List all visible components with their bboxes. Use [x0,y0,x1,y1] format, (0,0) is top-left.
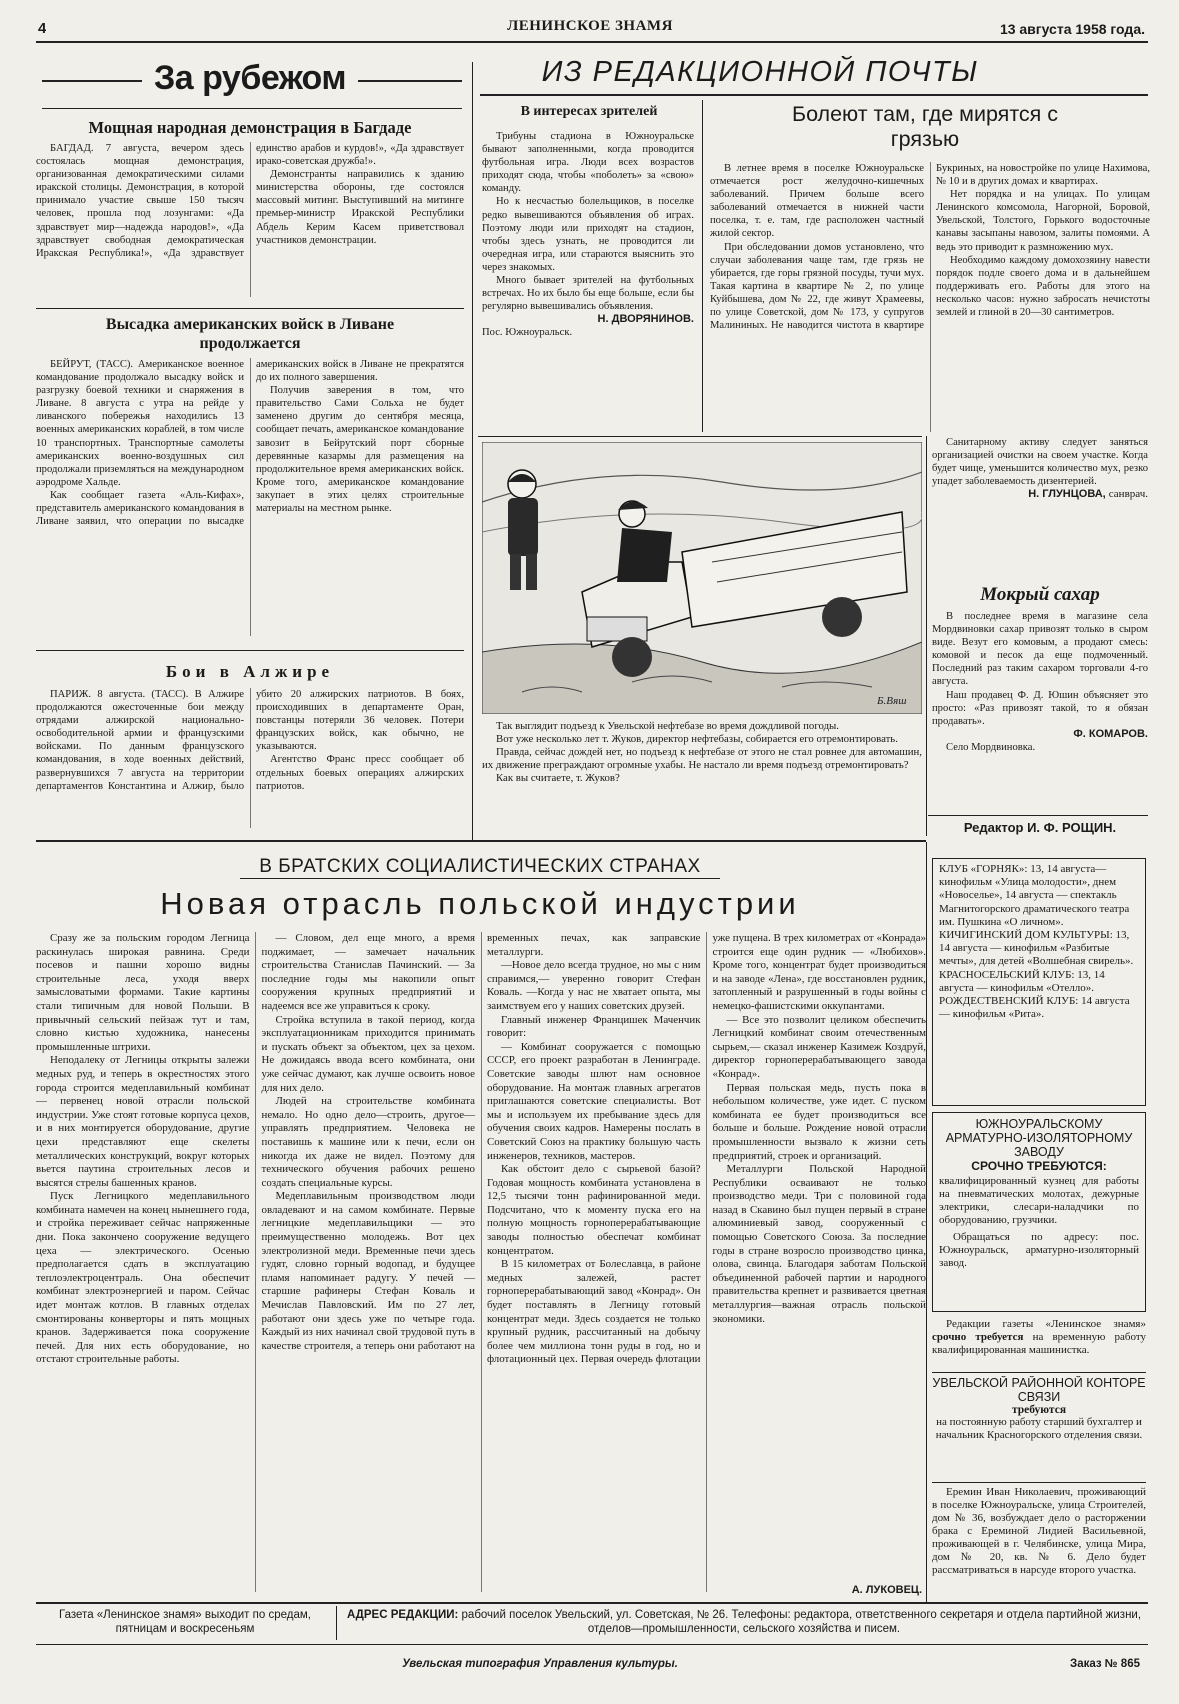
article-dirt-part2: Санитарному активу следует заняться организацией очистки на своем участке. Когда будет чище, уменьшится количество мух, резко упадет заболеваемость дизентерией. Н. ГЛУНЦОВА, санврач. [932,437,1148,501]
cartoon-truck-in-mud [482,442,922,714]
issue-date: 13 августа 1958 года. [999,21,1145,37]
socialist-section-title: В БРАТСКИХ СОЦИАЛИСТИЧЕСКИХ СТРАНАХ [259,856,701,877]
divorce-notice: Еремин Иван Николаевич, проживающий в поселке Южноуральске, улица Строителей, дом № 36, возбуждает дело о расторжении брака с Ереминой Лидией Васильевной, проживающей в г. Челябинске, улица Мира, дом № 20, кв. № 6. Дело будет рассматриваться в нарсуде второго участка. [932,1486,1146,1576]
newspaper-title: ЛЕНИНСКОЕ ЗНАМЯ [507,18,673,34]
publication-schedule: Газета «Ленинское знамя» выходит по средам, пятницам и воскресеньям [59,1609,311,1635]
club-krasnoselsky: КРАСНОСЕЛЬСКИЙ КЛУБ: 13, 14 августа — кинофильм «Отелло». [939,968,1105,994]
clubs-ad [932,858,1146,1106]
place-mordvinovka: Село Мордвиновка. [946,741,1036,753]
signature-komarov: Ф. КОМАРОВ. [1073,727,1148,740]
article-sugar: В последнее время в магазине села Мордвиновки сахар привозят только в сыром виде. Везут его комовым, а продают смесь: комовой и песок да еще подмоченный. Последний раз таким сахаром торговали 4-го августа. Наш продавец Ф. Д. Юшин объясняет это просто: «Раз привозят такой, то я обязан продавать». Ф. КОМАРОВ. Село Мордвиновка. [932,611,1148,753]
abroad-section-title: За рубежом [153,59,347,97]
club-rozhdestvensky: РОЖДЕСТВЕНСКИЙ КЛУБ: 14 августа — кинофильм «Рита». [939,995,1130,1021]
factory-ad-title: ЮЖНОУРАЛЬСКОМУ АРМАТУРНО-ИЗОЛЯТОРНОМУ ЗАВОДУ [945,1117,1133,1159]
factory-ad-subtitle: СРОЧНО ТРЕБУЮТСЯ: [971,1159,1107,1173]
club-kichigino: КИЧИГИНСКИЙ ДОМ КУЛЬТУРЫ: 13, 14 августа — кинофильм «Разбитые мечты», для детей «Волшебная свирель». [939,929,1134,968]
article-algeria: ПАРИЖ. 8 августа. (ТАСС). В Алжире продолжаются ожесточенные бои между отрядами алжирской национально-освободительной армии и французскими войсками. По данным французского командования, в ходе военных действий, развернувшихся 7 августа на территории департаментов Константина и Алжир, было убито 20 алжирских патриотов. В боях, происходивших в департаменте Оран, повстанцы потеряли 36 человек. Потери французских войск, как обычно, не указываются. Агентство Франс пресс сообщает об отдельных боевых операциях алжирских патриотов. [36,689,464,792]
article-viewers: Трибуны стадиона в Южноуральске бывают заполненными, когда проводится футбольная игра. Люди всех возрастов приходят сюда, чтобы «поболеть» за «свою» команду. Но к несчастью болельщиков, в поселке редко вывешиваются объявления об играх. Поэтому люди или приходят на стадион, чтобы здесь узнать, не проводится ли очередная игра, или стараются выяснить это через знакомых. Много бывает зрителей на футбольных встречах. Но их было бы еще больше, если бы регулярно вывешивались объявления. Н. ДВОРЯНИНОВ. Пос. Южноуральск. [482,131,694,339]
article-poland: Сразу же за польским городом Легница раскинулась широкая равнина. Среди посевов и пашни хорошо видны строительные леса, уходя вверх замысловатыми формами. Такие картины стали типичным для новой Польши. В привычный сельский пейзаж тут и там, словно кистью художника, нанесены промышленные штрихи. Неподалеку от Легницы открыты залежи медных руд, и теперь в окрестностях этого города строится медеплавильный комбинат — первенец новой отрасли польской индустрии. Уже стоят готовые корпуса цехов, и в них монтируется оборудование, другие цехи представляют еще скелеты металлических конструкций, вокруг которых вьется паутина строительных лесов и высятся стрелы башенных кранов. Пуск Легницкого медеплавильного комбината намечен на конец нынешнего года, и стройка переживает сейчас напряженные дни. Пока закончено сооружение ведущего цеха — электрического. Осенью предполагается сдать в эксплуатацию теплоэлектроцентраль. Она обеспечит комбинат электроэнергией и паром. Сейчас идет монтаж котлов. В главных отделах смонтированы конверторы и пять мощных кранов. Задерживается пока сооружение печей. Для них есть оборудование, но отстают строительные работы. — Словом, дел еще много, а время поджимает, — замечает начальник строительства Станислав Пачинский. — За последние годы мы накопили опыт сооружения крупных предприятий и надеемся все же управиться к сроку. Стройка вступила в такой период, когда эксплуатационникам приходится принимать и пускать объект за объектом, цех за цехом. Не дожидаясь ввода всего комбината, они уже сейчас думают, как лучше освоить новое для них дело. Людей на строительстве комбината немало. Но одно дело—строить, другое—управлять предприятием. Человека не поставишь к машине или к печи, если он никогда их даже не видел. Поэтому для технического обучения рабочих решено создать специальные курсы. Медеплавильным производством люди овладевают и на самом комбинате. Первые легницкие медеплавильщики — это преимущественно молодежь. Вот цех электролизной меди. Временные печи здесь гудят, словно горный водопад, и будущее пламя напоминает радугу. У печей — старшие рафинеры Стефан Коваль и Мечислав Павловский. Им по 27 лет, работают они здесь уже по четыре года. Каждый из них начинал свой трудовой путь в качестве строителя, а теперь они работают на временных печах, как заправские металлурги. —Новое дело всегда трудное, но мы с ним справимся,— уверенно говорит Стефан Коваль. —Когда у нас не хватает опыта, мы заимствуем его у наших советских друзей. Главный инженер Францишек Маченчик говорит: — Комбинат сооружается с помощью СССР, его проект разработан в Ленинграде. Советские заводы шлют нам основное оборудование. На монтаж главных агрегатов приглашаются советские специалисты. Вот мы и используем их пребывание здесь для обучения своих кадров. Намерены послать в Советский Союз на практику большую часть инженеров, техников, мастеров. Как обстоит дело с сырьевой базой? Годовая мощность комбината установлена в 12,5 тысячи тонн рафинированной меди. Подсчитано, что к моменту пуска его на полную мощность горноперерабатывающие заводы полностью обеспечат комбинат концентратом. В 15 километрах от Болеславца, в районе медных залежей, растет горноперерабатывающий завод «Конрад». Он будет поставлять в Легницу готовый концентрат меди. Здесь создается не только крупный рудник, рассчитанный на добычу более чем миллиона тонн руды в год, но и флотационный цех. Первая очередь флотации уже пущена. В трех километрах от «Конрада» строится еще один рудник — «Любихов». Кроме того, концентрат будет производиться и на заводе «Лена», где восстановлен рудник, затопленный и разрушенный в годы войны с немецко-фашистскими оккупантами. — Все это позволит целиком обеспечить Легницкий комбинат своим отечественным сырьем,— сказал инженер Казимеж Коздруй, директор горноперерабатывающего завода «Конрад». Первая польская медь, пусть пока в небольшом количестве, уже идет. С пуском комбината ее будет производиться все больше и больше. Рождение новой отрасли промышленности вызвало к жизни сеть предприятий, строек и организаций. Металлурги Польской Народной Республики осваивают не только производство меди. Три с половиной года назад в Скавино был пущен первый в стране алюминиевый завод, сооруженный с помощью Советского Союза. За последние годы в стране возросло производство цинка, олова, свинца. Благодаря заботам Польской объединенной рабочей партии и народного правительства крепнет и развивается цветная металлургия—важная отрасль польской экономики. [36,932,926,1366]
order-number: Заказ № 865 [1069,1658,1140,1670]
place-yuzhnouralsk: Пос. Южноуральск. [482,327,573,339]
article-title-sugar: Мокрый сахар [980,584,1100,605]
post-ad-body: на постоянную работу старший бухгалтер и начальник Красногорского отделения связи. [935,1416,1143,1441]
article-title-lebanon: Высадка американских войск в Ливане продолжается [105,316,395,352]
article-dirt-part1: В летнее время в поселке Южноуральске отмечается рост желудочно-кишечных заболеваний. Причем больше всего заболеваний отмечается в нижней части поселка, т. е. там, где расположен частный жилой сектор. При обследовании домов установлено, что случаи заболевания чаще там, где грязь не убирается, где горы грязной посуды, тучи мух. Такая картина в квартире № 2, по улице Куйбышева, дом № 22, где живут Храмеевы, по улице Советской, дом № 173, у супругов Малининых. Не наводится чистота в квартире Букриных, на новостройке по улице Нахимова, № 10 и в других домах и квартирах. Нет порядка и на улицах. По улицам Ленинского комсомола, Нагорной, Боровой, Увельской, Толстого, Горького водосточные канавы засыпаны навозом, залиты помоями. А ведь это приводит к размножению мух. Необходимо каждому домохозяину навести порядок подле своего дома и в дальнейшем поддерживать его. Работы для этого на несколько часов: нужно забросать нечистоты землей и глиной в 20—30 сантиметров. [710,163,1150,332]
editorial-address: АДРЕС РЕДАКЦИИ: рабочий поселок Увельский, ул. Советская, № 26. Телефоны: редактора, ответственного секретаря и отдела партийной жизни, отделов—промышленности, сельского хозяйства и писем. [346,1609,1142,1635]
post-ad-title: УВЕЛЬСКОЙ РАЙОННОЙ КОНТОРЕ СВЯЗИ [932,1376,1146,1404]
article-title-baghdad: Мощная народная демонстрация в Багдаде [88,118,412,137]
mail-section-title: ИЗ РЕДАКЦИОННОЙ ПОЧТЫ [541,56,979,88]
signature-gluntsova: Н. ГЛУНЦОВА, санврач. [1028,488,1148,501]
article-title-algeria: Бои в Алжире [165,662,335,681]
article-title-dirt: Болеют там, где мирятся с грязью [791,102,1059,151]
factory-ad [932,1112,1146,1312]
typist-ad: Редакции газеты «Ленинское знамя» срочно требуется на временную работу квалифицированная машинистка. [932,1318,1146,1356]
page-number: 4 [38,20,47,37]
signature-lukovets: А. ЛУКОВЕЦ. [851,1584,922,1596]
editor-line: Редактор И. Ф. РОЩИН. [963,820,1117,835]
post-ad-subtitle: требуются [1011,1404,1067,1416]
signature-dvoryaninov: Н. ДВОРЯНИНОВ. [597,313,694,326]
cartoon-artist-mark: Б.Вяш [877,695,907,707]
post-office-ad [932,1376,1146,1480]
printer-line: Увельская типография Управления культуры. [402,1658,678,1670]
factory-ad-body: квалифицированный кузнец для работы на пневматических молотах, дежурные электрики, слесари-наладчики по оборудованию, грузчики. [939,1175,1139,1226]
article-title-poland: Новая отрасль польской индустрии [160,886,800,921]
cartoon-caption: Так выглядит подъезд к Увельской нефтебазе во время дождливой погоды. Вот уже несколько лет т. Жуков, директор нефтебазы, собирается его отремонтировать. Правда, сейчас дождей нет, но подъезд к нефтебазе от этого не стал ровнее для автомашин, их движение преграждают огромные ухабы. Не настало ли время подъезд отремонтировать? Как вы считаете, т. Жуков? [482,720,922,784]
factory-ad-address: Обращаться по адресу: пос. Южноуральск, арматурно-изоляторный завод. [939,1231,1139,1269]
article-baghdad: БАГДАД. 7 августа, вечером здесь состоялась мощная демонстрация, организованная демократическими силами иракской столицы. Демонстрация, в которой принимало участие свыше 150 тысяч человек, прошла под лозунгами: «Да здравствует мир—надежда народов!», «Да здравствует свободная демократическая Иракская Республика!», «Да здравствует единство арабов и курдов!», «Да здравствует ирако-советская дружба!». Демонстранты направились к зданию министерства обороны, где состоялся массовый митинг. Выступивший на митинге премьер-министр Иракской Республики Абдель Керим Касем приветствовал участников демонстрации. [36,143,464,259]
article-lebanon: БЕЙРУТ, (ТАСС). Американское военное командование продолжало высадку войск и разгрузку боевой техники и снаряжения в Ливане. 8 августа с утра на рейде у ливанского побережья находились 13 военных американских кораблей, в том числе 10 транспортных. Транспортные самолеты американских военно-воздушных сил продолжали приземляться на международном аэродроме Хальде. Как сообщает газета «Аль-Кифах», представитель американского командования в Ливане заявил, что операции по высадке американских войск в Ливане не прекратятся до их полного завершения. Получив заверения в том, что правительство Сами Сольха не будет заменено другим до сентября месяца, сообщает печать, американское командование завозит в Бейрутский порт сборные деревянные казармы для размещения на продолжительное время американских войск. Кроме того, американское командование закупает в этих целях строительные материалы на местном рынке. [36,359,464,528]
article-title-viewers: В интересах зрителей [520,104,658,119]
club-gornyak: КЛУБ «ГОРНЯК»: 13, 14 августа— кинофильм «Улица молодости», днем «Новоселье», 14 августа — спектакль Магнитогорского драматического театра им. Пушкина «О личном». [939,863,1130,928]
header-rule [36,41,1148,43]
